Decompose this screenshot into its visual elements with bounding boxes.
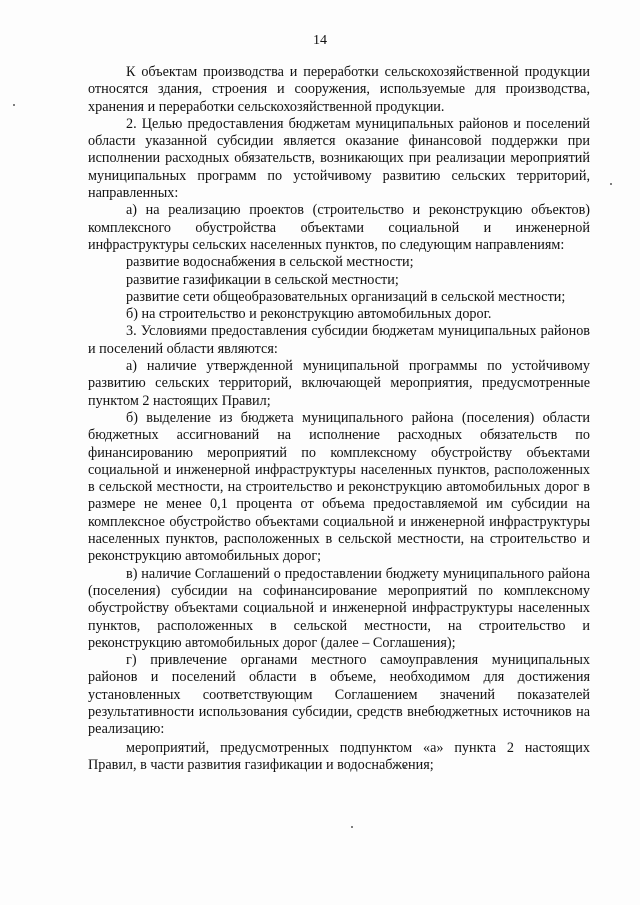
scan-speck — [13, 104, 15, 106]
list-item: развитие водоснабжения в сельской местности; — [126, 254, 414, 271]
paragraph: 3. Условиями предоставления субсидии бюджетам муниципальных районов и поселений области являются: — [88, 323, 590, 357]
paragraph: г) привлечение органами местного самоуправления муниципальных районов и поселений области в объеме, необходимом для достижения установленных соответствующим Соглашением значений показателей результативности использования субсидии, средств внебюджетных источников на реализацию: — [88, 652, 590, 738]
paragraph: а) наличие утвержденной муниципальной программы по устойчивому развитию сельских территорий, включающей мероприятия, предусмотренные пунктом 2 настоящих Правил; — [88, 358, 590, 409]
list-item: развитие сети общеобразовательных организаций в сельской местности; — [126, 288, 566, 305]
paragraph: К объектам производства и переработки сельскохозяйственной продукции относятся здания, строения и сооружения, используемые для производства, хранения и переработки сельскохозяйственной продукции. — [88, 64, 590, 115]
paragraph: в) наличие Соглашений о предоставлении бюджету муниципального района (поселения) субсидии на софинансирование мероприятий по комплексному обустройству объектами социальной и инженерной инфраструктуры населенных пунктов, расположенных в сельской местности, на строительство и реконструкцию автомобильных дорог (далее – Соглашения); — [88, 565, 590, 651]
list-item: развитие газификации в сельской местности; — [126, 271, 399, 288]
paragraph: 2. Целью предоставления бюджетам муниципальных районов и поселений области указанной субсидии является оказание финансовой поддержки при исполнении расходных обязательств, возникающих при реализации мероприятий муниципальных программ по устойчивому развитию сельских территорий, направленных: — [88, 115, 590, 202]
scan-speck — [610, 183, 612, 185]
paragraph: а) на реализацию проектов (строительство и реконструкцию объектов) комплексного обустройства объектами социальной и инженерной инфраструктуры сельских населенных пунктов, по следующим направлениям: — [88, 202, 590, 253]
paragraph: мероприятий, предусмотренных подпунктом «а» пункта 2 настоящих Правил, в части развития газификации и водоснабжения; — [88, 739, 590, 773]
document-body — [88, 64, 590, 774]
page-number: 14 — [313, 33, 327, 48]
paragraph: б) выделение из бюджета муниципального района (поселения) области бюджетных ассигнований на исполнение расходных обязательств по финансированию мероприятий по комплексному обустройству объектами социальной и инженерной инфраструктуры населенных пунктов, расположенных в сельской местности, на строительство и реконструкцию автомобильных дорог в размере не менее 0,1 процента от объема предоставляемой им субсидии на комплексное обустройство объектами социальной и инженерной инфраструктуры населенных пунктов, расположенных в сельской местности, на строительство и реконструкцию автомобильных дорог; — [88, 409, 590, 565]
scan-speck — [351, 826, 353, 828]
paragraph: б) на строительство и реконструкцию автомобильных дорог. — [126, 306, 492, 323]
